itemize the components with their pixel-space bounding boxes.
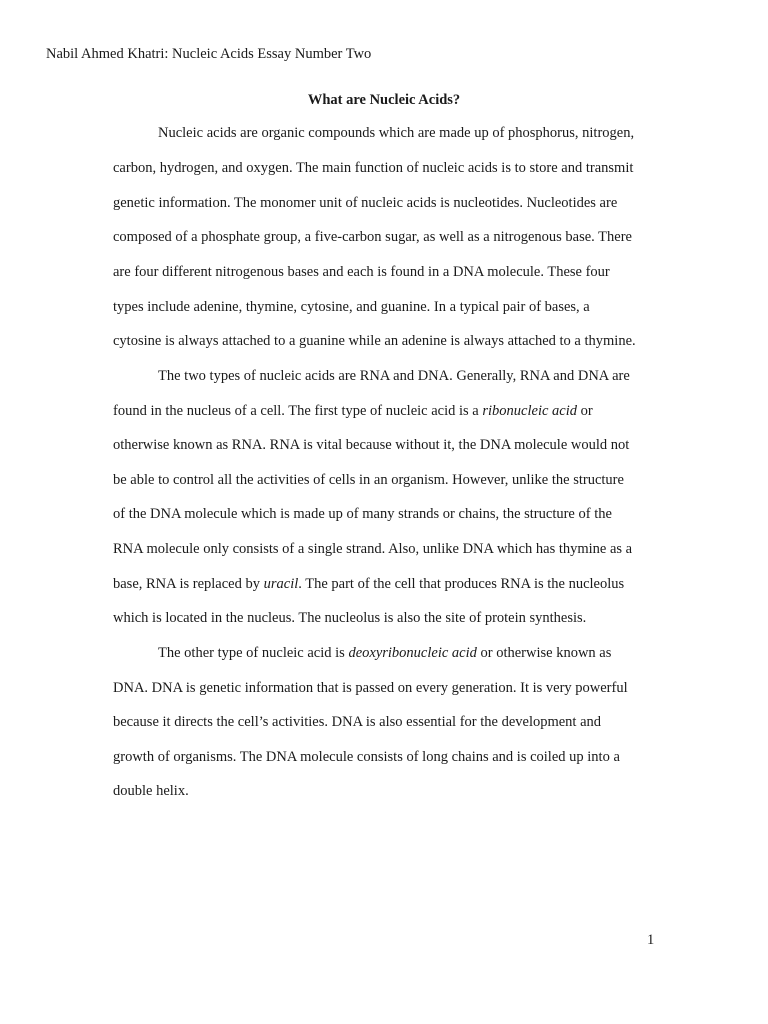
body-line: base, RNA is replaced by uracil. The part of the cell that produces RNA is the nucleolus <box>113 576 625 592</box>
body-line: DNA. DNA is genetic information that is passed on every generation. It is very powerful <box>113 680 628 696</box>
page-number: 1 <box>647 932 655 948</box>
body-line: composed of a phosphate group, a five-carbon sugar, as well as a nitrogenous base. There <box>113 229 632 245</box>
body-line: be able to control all the activities of cells in an organism. However, unlike the structure <box>113 472 624 488</box>
body-line: are four different nitrogenous bases and each is found in a DNA molecule. These four <box>113 264 610 280</box>
body-line: otherwise known as RNA. RNA is vital because without it, the DNA molecule would not <box>113 437 630 453</box>
essay-title: What are Nucleic Acids? <box>307 92 461 108</box>
italic-term: uracil <box>263 576 299 592</box>
body-line: growth of organisms. The DNA molecule consists of long chains and is coiled up into a <box>113 749 620 765</box>
italic-term: ribonucleic acid <box>482 403 578 419</box>
body-line: because it directs the cell’s activities. DNA is also essential for the development and <box>113 714 602 730</box>
body-line: double helix. <box>113 783 189 799</box>
body-line: found in the nucleus of a cell. The first type of nucleic acid is a ribonucleic acid or <box>113 403 593 419</box>
body-line: types include adenine, thymine, cytosine, and guanine. In a typical pair of bases, a <box>113 299 590 315</box>
body-line: The two types of nucleic acids are RNA and DNA. Generally, RNA and DNA are <box>158 368 630 384</box>
running-header: Nabil Ahmed Khatri: Nucleic Acids Essay Number Two <box>46 46 372 62</box>
body-line: Nucleic acids are organic compounds which are made up of phosphorus, nitrogen, <box>158 125 635 141</box>
italic-term: deoxyribonucleic acid <box>348 645 477 661</box>
body-line: The other type of nucleic acid is deoxyribonucleic acid or otherwise known as <box>158 645 612 661</box>
body-line: which is located in the nucleus. The nucleolus is also the site of protein synthesis. <box>113 610 587 626</box>
body-line: cytosine is always attached to a guanine while an adenine is always attached to a thymine. <box>113 333 636 349</box>
body-line: genetic information. The monomer unit of nucleic acids is nucleotides. Nucleotides are <box>113 195 618 211</box>
body-line: RNA molecule only consists of a single strand. Also, unlike DNA which has thymine as a <box>113 541 633 557</box>
body-line: of the DNA molecule which is made up of many strands or chains, the structure of the <box>113 506 612 522</box>
body-line: carbon, hydrogen, and oxygen. The main function of nucleic acids is to store and transmit <box>113 160 634 176</box>
